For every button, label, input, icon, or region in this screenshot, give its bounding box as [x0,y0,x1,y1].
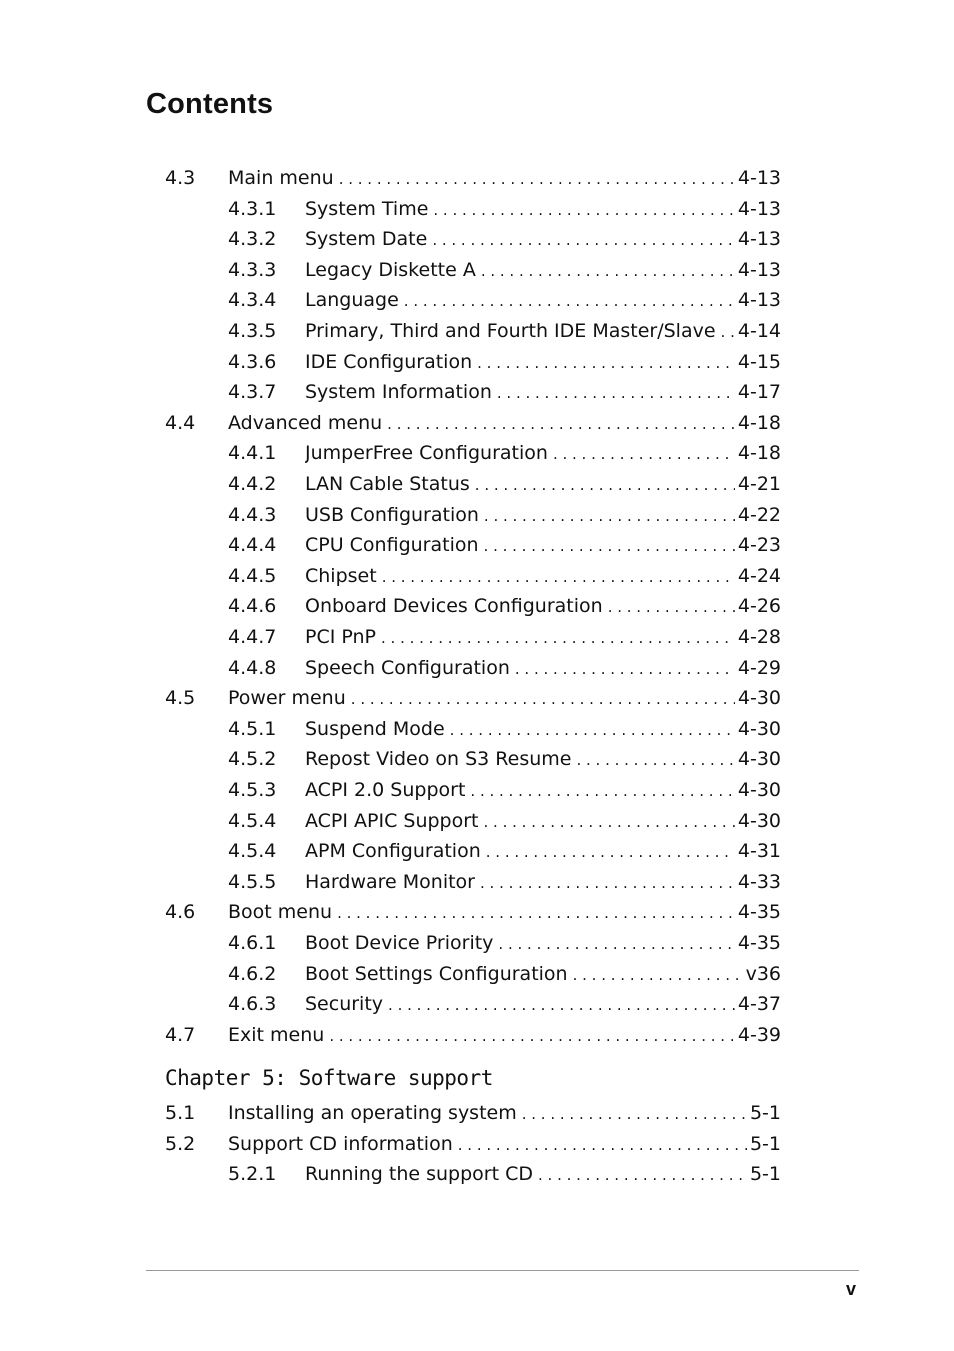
dot-leader [515,656,735,681]
toc-entry-title: Advanced menu [228,411,383,434]
toc-entry-title: Boot Device Priority [305,932,494,954]
toc-entry-number: 4.6.2 [228,962,277,985]
toc-entry-title: LAN Cable Status [305,473,470,495]
toc-entry-title: Power menu [228,687,346,710]
toc-entry-number: 4.5.1 [228,717,277,740]
toc-entry-number: 4.4.4 [228,534,277,557]
toc-entry-page: 4-14 [737,320,781,342]
toc-entry-page: 5-1 [749,1132,781,1155]
toc-entry-number: 4.3.3 [228,258,277,281]
dot-leader [522,1101,747,1126]
toc-entry-title: Main menu [228,167,334,189]
toc-entry [165,379,781,405]
toc-entry [165,930,781,956]
toc-entry-page: 4-13 [737,228,781,251]
toc-entry-title: Language [305,289,399,312]
toc-entry-page: 4-23 [737,534,781,557]
toc-entry [165,1100,781,1126]
toc-entry-number: 4.7 [165,1023,196,1046]
toc-entry-number: 4.6.1 [228,932,277,954]
toc-entry-title: Support CD information [228,1132,453,1155]
toc-entry-title: Boot menu [228,901,333,924]
toc-entry-number: 4.5.4 [228,809,277,832]
dot-leader [486,839,735,864]
page-number: v [846,1279,857,1299]
dot-leader [484,533,735,558]
toc-entry-title: Suspend Mode [305,717,445,740]
toc-entry-number: 4.3.7 [228,381,277,404]
toc-entry-number: 4.4.6 [228,595,277,618]
toc-entry-page: 4-29 [737,656,781,679]
toc-entry-number: 5.2 [165,1132,196,1155]
toc-entry [165,991,781,1017]
toc-entry-page: 4-30 [737,717,781,740]
toc-entry-title: Chipset [305,564,377,587]
dot-leader [576,747,734,772]
toc-entry [165,502,781,528]
toc-entry [165,196,781,222]
dot-leader [553,441,735,466]
toc-entry-page: 4-18 [737,411,781,434]
toc-entry-number: 5.2.1 [228,1163,277,1186]
toc-entry-page: 4-30 [737,779,781,801]
toc-entry-page: 4-21 [737,473,781,495]
toc-entry [165,440,781,466]
toc-entry-number: 4.4.2 [228,473,277,495]
dot-leader [477,350,735,375]
toc-entry-number: 4.3.6 [228,350,277,373]
toc-entry-number: 4.4.1 [228,442,277,465]
toc-entry-title: Hardware Monitor [305,870,475,893]
toc-entry-title: JumperFree Configuration [305,442,548,465]
toc-entry [165,624,781,650]
toc-entry-title: Repost Video on S3 Resume [305,748,572,771]
dot-leader [480,870,735,895]
toc-entry-page: 4-30 [737,809,781,832]
toc-entry-page: 4-13 [737,258,781,281]
toc-entry-number: 4.4.5 [228,564,277,587]
toc-entry-title: USB Configuration [305,503,479,526]
toc-entry [165,869,781,895]
toc-entry [165,685,781,711]
toc-entry [165,716,781,742]
toc-entry-page: 5-1 [749,1163,781,1186]
dot-leader [382,564,735,589]
toc-entry-title: APM Configuration [305,840,481,863]
dot-leader [450,717,735,742]
toc-entry-number: 4.3.2 [228,228,277,251]
toc-entry-page: 4-13 [737,289,781,312]
toc-entry-title: System Time [305,197,429,220]
toc-entry-page: 5-1 [749,1102,781,1124]
dot-leader [351,686,735,711]
toc-entry-number: 4.5.3 [228,779,277,801]
toc-entry [165,593,781,619]
toc-entry-number: 4.5 [165,687,196,710]
toc-entry-number: 4.3.1 [228,197,277,220]
dot-leader [404,288,735,313]
toc-entry-page: 4-28 [737,626,781,648]
dot-leader [538,1162,747,1187]
dot-leader [475,472,735,497]
toc-entry-title: IDE Configuration [305,350,473,373]
dot-leader [484,809,735,834]
toc-entry [165,961,781,987]
toc-entry-number: 5.1 [165,1102,196,1124]
toc-entry-title: Installing an operating system [228,1102,517,1124]
dot-leader [497,380,735,405]
toc-entry-title: ACPI APIC Support [305,809,479,832]
toc-entry-number: 4.6.3 [228,993,277,1016]
toc-entry-title: Boot Settings Configuration [305,962,568,985]
toc-entry-page: 4-18 [737,442,781,465]
dot-leader [337,900,735,925]
toc-entry [165,838,781,864]
dot-leader [388,992,735,1017]
toc-entry-number: 4.3 [165,167,196,189]
toc-entry-number: 4.4 [165,411,196,434]
toc-entry-page: 4-35 [737,901,781,924]
toc-entry [165,563,781,589]
dot-leader [484,503,735,528]
toc-entry-page: 4-37 [737,993,781,1016]
toc-entry-page: 4-17 [737,381,781,404]
toc-entry-title: Primary, Third and Fourth IDE Master/Slave [305,320,716,342]
dot-leader [432,227,735,252]
dot-leader [608,594,735,619]
toc-entry [165,746,781,772]
toc-entry [165,808,781,834]
dot-leader [339,166,735,191]
toc-entry-number: 4.5.2 [228,748,277,771]
toc-entry-page: 4-30 [737,748,781,771]
toc-entry-title: Legacy Diskette A [305,258,476,281]
toc-entry [165,899,781,925]
toc-entry-page: 4-30 [737,687,781,710]
dot-leader [573,962,743,987]
dot-leader [498,931,734,956]
toc-entry-title: Security [305,993,384,1016]
dot-leader [433,197,734,222]
toc-entry-page: 4-26 [737,595,781,618]
toc-entry-number: 4.4.3 [228,503,277,526]
toc-entry [165,165,781,191]
dot-leader [721,319,735,344]
toc-entry-page: 4-15 [737,350,781,373]
dot-leader [481,258,735,283]
toc-entry [165,1131,781,1157]
toc-entry-number: 4.5.4 [228,840,277,863]
toc-entry [165,226,781,252]
toc-entry [165,1161,781,1187]
toc-entry-page: 4-39 [737,1023,781,1046]
toc-entry-title: PCI PnP [305,626,376,648]
dot-leader [458,1132,747,1157]
toc-entry-page: 4-35 [737,932,781,954]
toc-entry-number: 4.3.4 [228,289,277,312]
toc-entry-title: Exit menu [228,1023,325,1046]
dot-leader [329,1023,735,1048]
toc-entry-title: CPU Configuration [305,534,479,557]
toc-entry-title: System Information [305,381,492,404]
toc-entry-title: ACPI 2.0 Support [305,779,466,801]
toc-entry [165,318,781,344]
page-title: Contents [146,88,274,120]
toc-entry-number: 4.3.5 [228,320,277,342]
toc-entry-page: 4-24 [737,564,781,587]
toc-entry [165,777,781,803]
toc-entry [165,471,781,497]
toc-entry-number: 4.4.7 [228,626,277,648]
toc-entry [165,410,781,436]
toc-entry [165,1022,781,1048]
toc-entry-title: Speech Configuration [305,656,510,679]
toc-entry-page: 4-13 [737,197,781,220]
toc-entry-page: 4-13 [737,167,781,189]
toc-entry [165,287,781,313]
toc-entry-number: 4.6 [165,901,196,924]
dot-leader [381,625,735,650]
toc-entry [165,655,781,681]
toc-entry-page: 4-31 [737,840,781,863]
toc-entry-title: Onboard Devices Configuration [305,595,603,618]
toc-entry-title: System Date [305,228,428,251]
dot-leader [470,778,734,803]
toc-entry [165,532,781,558]
toc-entry-number: 4.4.8 [228,656,277,679]
toc-entry-page: 4-33 [737,870,781,893]
toc-entry-number: 4.5.5 [228,870,277,893]
dot-leader [387,411,735,436]
toc-entry-page: 4-22 [737,503,781,526]
chapter-heading: Chapter 5: Software support [165,1066,493,1090]
toc-entry-title: Running the support CD [305,1163,533,1186]
toc-entry [165,349,781,375]
toc-entry [165,257,781,283]
footer-divider [146,1270,859,1271]
toc-entry-page: v36 [745,962,781,985]
